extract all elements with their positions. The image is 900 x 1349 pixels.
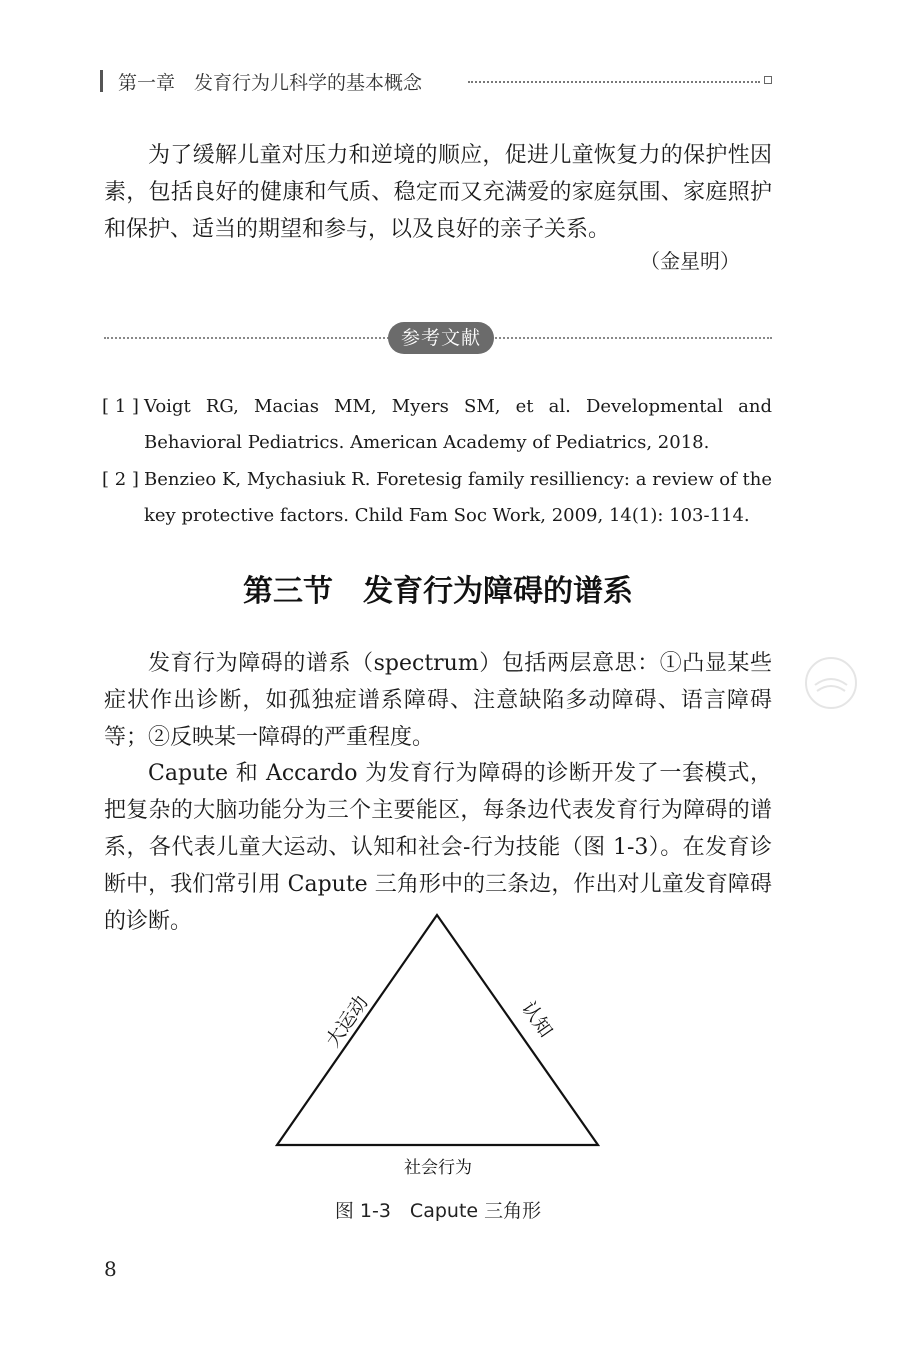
author-attribution: （金星明）	[640, 249, 740, 273]
paragraph-resilience: 为了缓解儿童对压力和逆境的顺应，促进儿童恢复力的保护性因素，包括良好的健康和气质、稳定而又充满爱的家庭氛围、家庭照护和保护、适当的期望和参与，以及良好的亲子关系。	[104, 143, 772, 242]
capute-triangle-figure	[270, 905, 610, 1195]
chapter-title: 第一章 发育行为儿科学的基本概念	[118, 72, 423, 94]
reference-text: Benzieo K, Mychasiuk R. Foretesig family resilliency: a review of the key protective factors. Child Fam Soc Work, 2009, 14(1): 103-114.	[144, 469, 772, 526]
header-bar	[100, 70, 103, 92]
reference-number: [ 2 ]	[102, 469, 139, 490]
reference-text: Voigt RG, Macias MM, Myers SM, et al. Developmental and Behavioral Pediatrics. American Academy of Pediatrics, 2018.	[144, 396, 772, 453]
references-divider	[104, 320, 772, 356]
paragraph-spectrum: 发育行为障碍的谱系（spectrum）包括两层意思：①凸显某些症状作出诊断，如孤独症谱系障碍、注意缺陷多动障碍、语言障碍等；②反映某一障碍的严重程度。	[104, 651, 772, 750]
reference-item	[102, 389, 772, 461]
references-heading: 参考文献	[388, 322, 494, 354]
header-dotted-rule	[468, 81, 760, 83]
right-side-label: 认知	[517, 997, 557, 1042]
figure-caption: 图 1-3 Capute 三角形	[334, 1200, 542, 1222]
bottom-side-label: 社会行为	[404, 1158, 472, 1178]
page-number: 8	[104, 1257, 117, 1281]
header-end-mark	[764, 76, 772, 84]
section-title: 第三节 发育行为障碍的谱系	[243, 574, 633, 609]
running-header	[100, 66, 772, 96]
reference-number: [ 1 ]	[102, 396, 139, 417]
watermark-stamp-icon	[803, 655, 859, 711]
paragraph-capute-model: Capute 和 Accardo 为发育行为障碍的诊断开发了一套模式，把复杂的大脑功能分为三个主要能区，每条边代表发育行为障碍的谱系，各代表儿童大运动、认知和社会-行为技能（图 1-3）。在发育诊断中，我们常引用 Capute 三角形中的三条边，作出对儿童发育障碍的诊断。	[104, 761, 772, 934]
left-side-label: 大运动	[321, 991, 373, 1052]
reference-item	[102, 462, 772, 534]
